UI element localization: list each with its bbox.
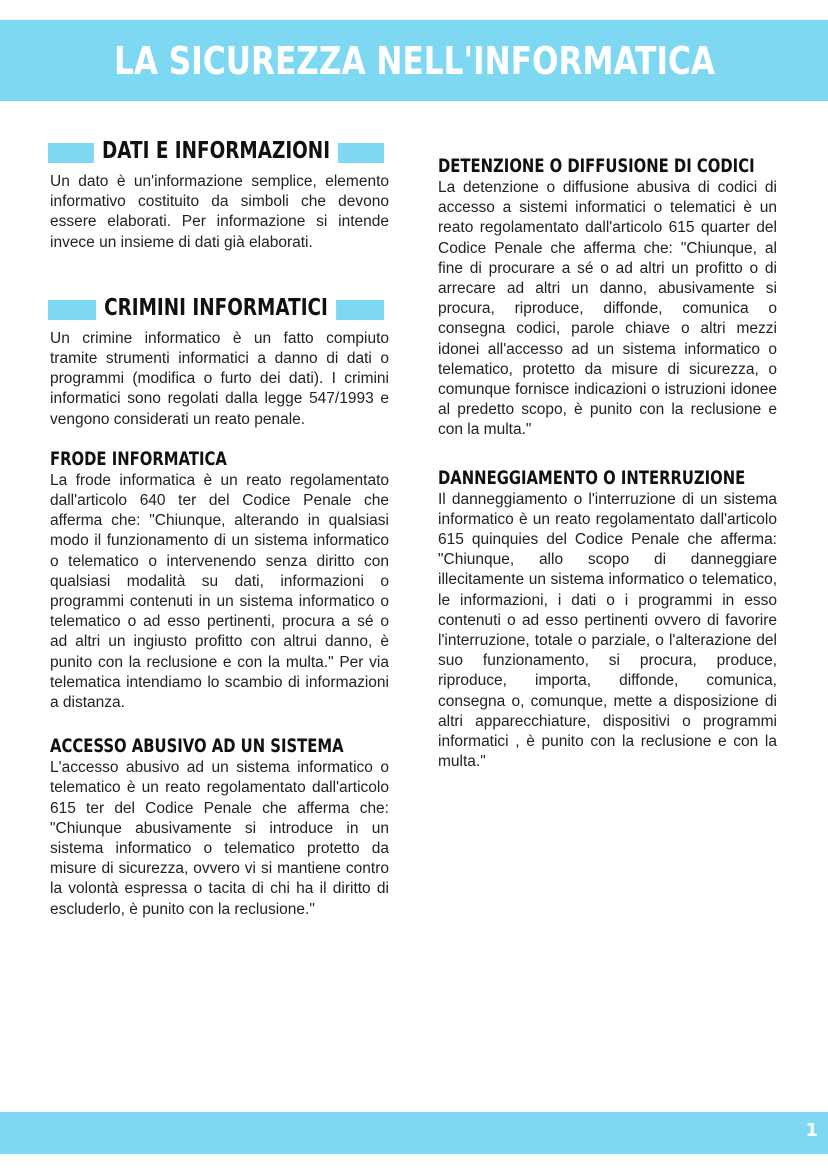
paragraph-danneggiamento: Il danneggiamento o l'interruzione di un sistema informatico è un reato regolamentato dall'articolo 615 quinquies del Codice Penale che afferma: "Chiunque, allo scopo di danneggiare illecitamente un sistema informatico o telematico, le informazioni, i dati o i programmi in esso contenuti o ad esso pertinenti ovvero di favorire l'interruzione, totale o parziale, o l'alterazione del suo funzionamento, si procura, produce, riproduce, importa, diffonde, comunica, consegna o, comunque, mette a disposizione di altri apparecchiature, dispositivi o programmi informatici , è punito con la reclusione e con la multa." — [438, 490, 777, 771]
paragraph-accesso: L'accesso abusivo ad un sistema informatico o telematico è un reato regolamentato dall'articolo 615 ter del Codice Penale che afferma che: "Chiunque abusivamente si introduce in un sistema informatico o telematico protetto da misure di sicurezza, ovvero vi si mantiene contro la volontà espressa o tacita di chi ha il diritto di escluderlo, è punito con la reclusione." — [50, 759, 389, 918]
paragraph-frode: La frode informatica è un reato regolamentato dall'articolo 640 ter del Codice Penale che afferma che: "Chiunque, alterando in qualsiasi modo il funzionamento di un sistema informatico o telematico o intervenendo senza diritto con qualsiasi modalità su dati, informazioni o programmi contenuti in un sistema informatico o telematico o ad esso pertinenti, procura a sé o ad altri un ingiusto profitto con altrui danno, è punito con la reclusione e con la multa." Per via telematica intendiamo lo scambio di informazioni a distanza. — [50, 471, 389, 712]
section-heading-crimini — [48, 295, 384, 323]
right-column — [438, 155, 777, 772]
footer-bar — [0, 1112, 828, 1154]
paragraph-detenzione: La detenzione o diffusione abusiva di codici di accesso a sistemi informatici o telematici è un reato regolamentato dall'articolo 615 quarter del Codice Penale che afferma che: "Chiunque, al fine di procurare a sé o ad altri un profitto o di arrecare ad altri un danno, abusivamente si procura, riproduce, diffonde, comunica o consegna codici, parole chiave o altri mezzi idonei all'accesso ad un sistema informatico o telematico, protetto da misure di sicurezza, o comunque fornisce indicazioni o istruzioni idonee al predetto scopo, è punito con la reclusione e con la multa." — [438, 179, 777, 439]
heading-danneggiamento: DANNEGGIAMENTO O INTERRUZIONE — [438, 466, 746, 489]
left-column — [50, 138, 389, 920]
page-number: 1 — [805, 1120, 818, 1141]
heading-dati-text: DATI E INFORMAZIONI — [94, 138, 338, 164]
paragraph-crimini: Un crimine informatico è un fatto compiuto tramite strumenti informatici a danno di dati o programmi (modifica o furto dei dati). I crimini informatici sono regolati dalla legge 547/1993 e vengono considerati un reato penale. — [50, 329, 389, 428]
paragraph-dati: Un dato è un'informazione semplice, elemento informativo costituito da simboli che devono essere elaborati. Per informazione si intende invece un insieme di dati già elaborati. — [50, 173, 389, 251]
heading-frode: FRODE INFORMATICA — [50, 447, 227, 470]
title-banner — [0, 20, 828, 101]
section-heading-dati — [48, 138, 384, 166]
page-title: LA SICUREZZA NELL'INFORMATICA — [113, 38, 715, 83]
heading-detenzione: DETENZIONE O DIFFUSIONE DI CODICI — [438, 155, 755, 177]
heading-accesso: ACCESSO ABUSIVO AD UN SISTEMA — [50, 735, 344, 758]
heading-crimini-text: CRIMINI INFORMATICI — [96, 295, 336, 321]
